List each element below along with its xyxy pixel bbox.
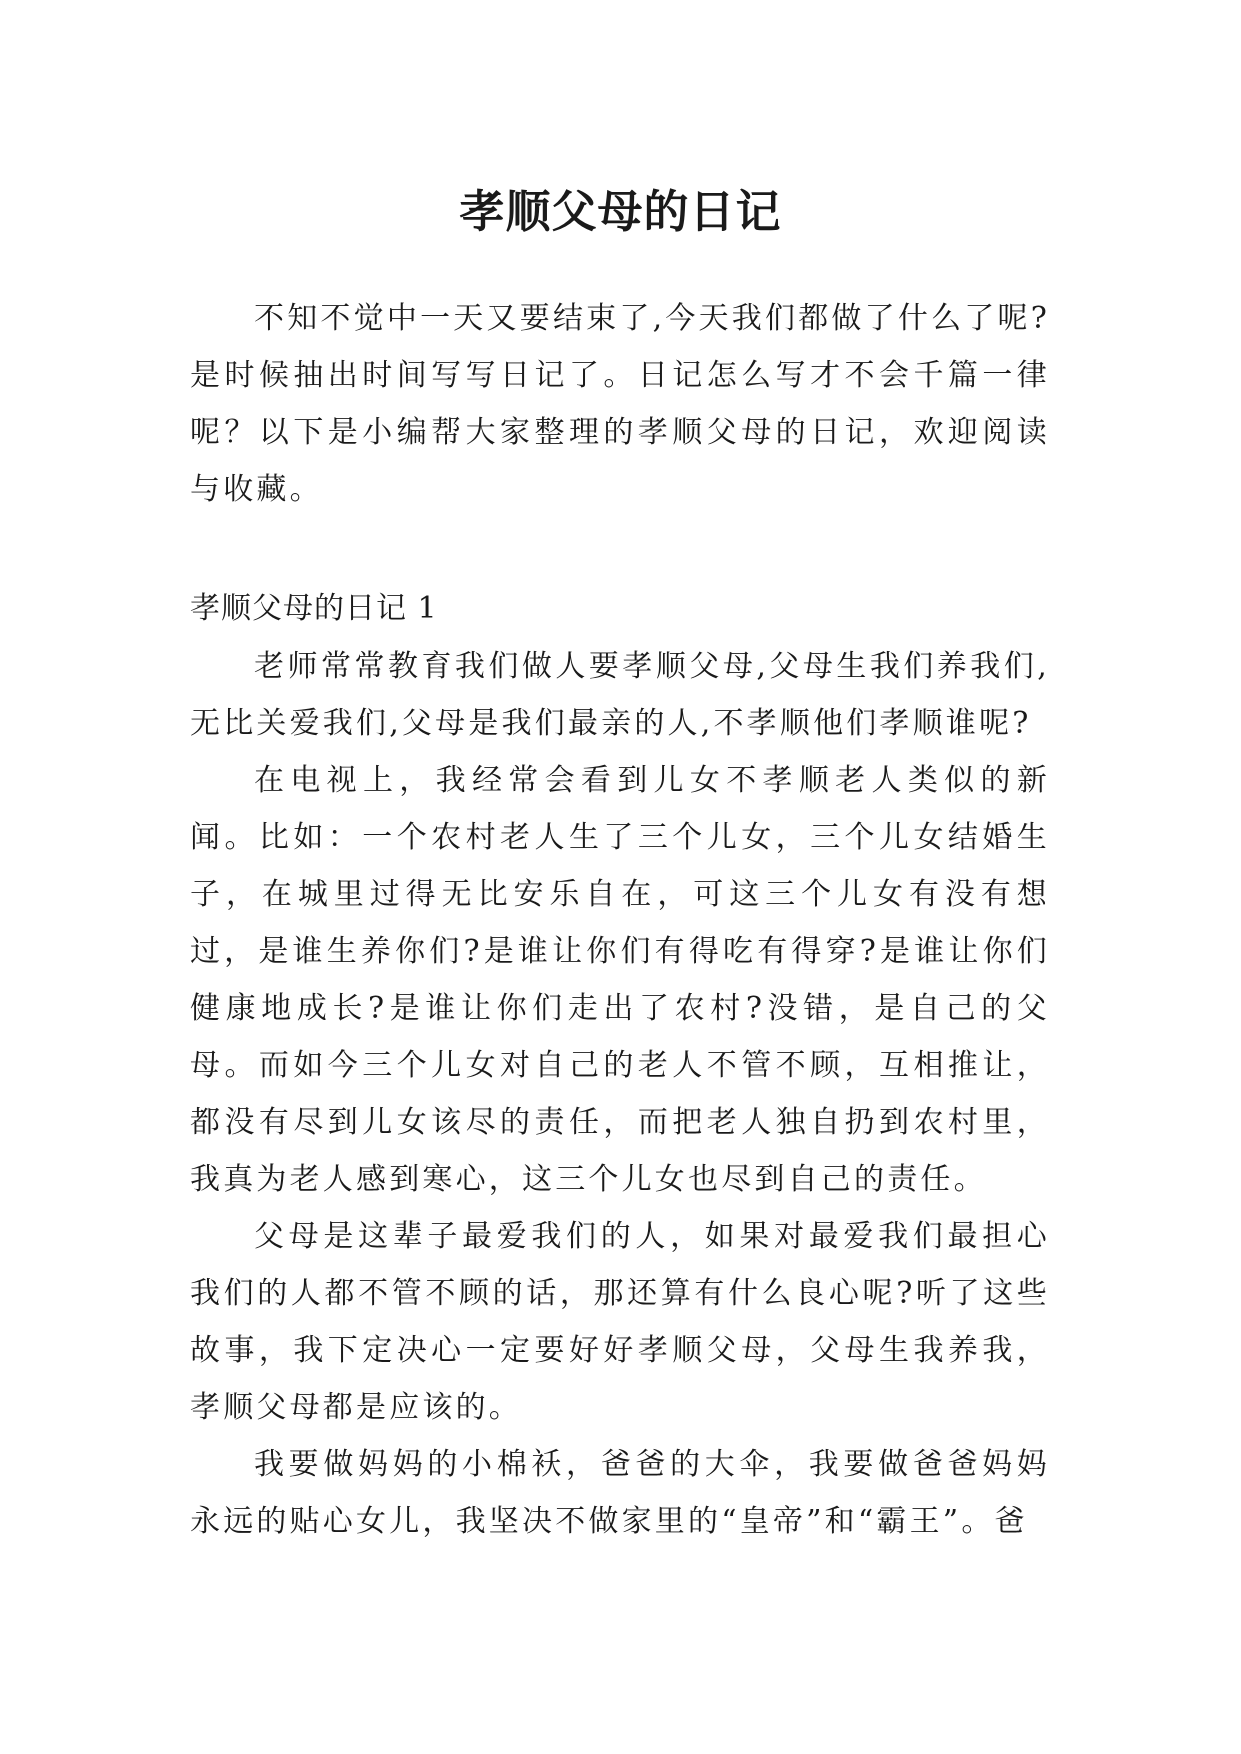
diary-paragraph-1: 老师常常教育我们做人要孝顺父母,父母生我们养我们,无比关爱我们,父母是我们最亲的人,不孝顺他们孝顺谁呢? [190, 649, 1050, 741]
section-heading: 孝顺父母的日记 1 [190, 591, 438, 626]
diary-body [190, 638, 1050, 1550]
intro-paragraph: 不知不觉中一天又要结束了,今天我们都做了什么了呢?是时候抽出时间写写日记了。日记怎么写才不会千篇一律呢？以下是小编帮大家整理的孝顺父母的日记，欢迎阅读与收藏。 [190, 301, 1050, 507]
diary-paragraph-3: 父母是这辈子最爱我们的人，如果对最爱我们最担心我们的人都不管不顾的话，那还算有什么良心呢?听了这些故事，我下定决心一定要好好孝顺父母，父母生我养我，孝顺父母都是应该的。 [190, 1219, 1050, 1425]
document-title: 孝顺父母的日记 [459, 185, 782, 239]
diary-paragraph-2: 在电视上，我经常会看到儿女不孝顺老人类似的新闻。比如：一个农村老人生了三个儿女，三个儿女结婚生子，在城里过得无比安乐自在，可这三个儿女有没有想过，是谁生养你们?是谁让你们有得吃有得穿?是谁让你们健康地成长?是谁让你们走出了农村?没错，是自己的父母。而如今三个儿女对自己的老人不管不顾，互相推让，都没有尽到儿女该尽的责任，而把老人独自扔到农村里，我真为老人感到寒心，这三个儿女也尽到自己的责任。 [190, 763, 1050, 1197]
diary-paragraph-4: 我要做妈妈的小棉袄，爸爸的大伞，我要做爸爸妈妈永远的贴心女儿，我坚决不做家里的“皇帝”和“霸王”。爸 [190, 1447, 1050, 1539]
intro-block [190, 290, 1050, 518]
